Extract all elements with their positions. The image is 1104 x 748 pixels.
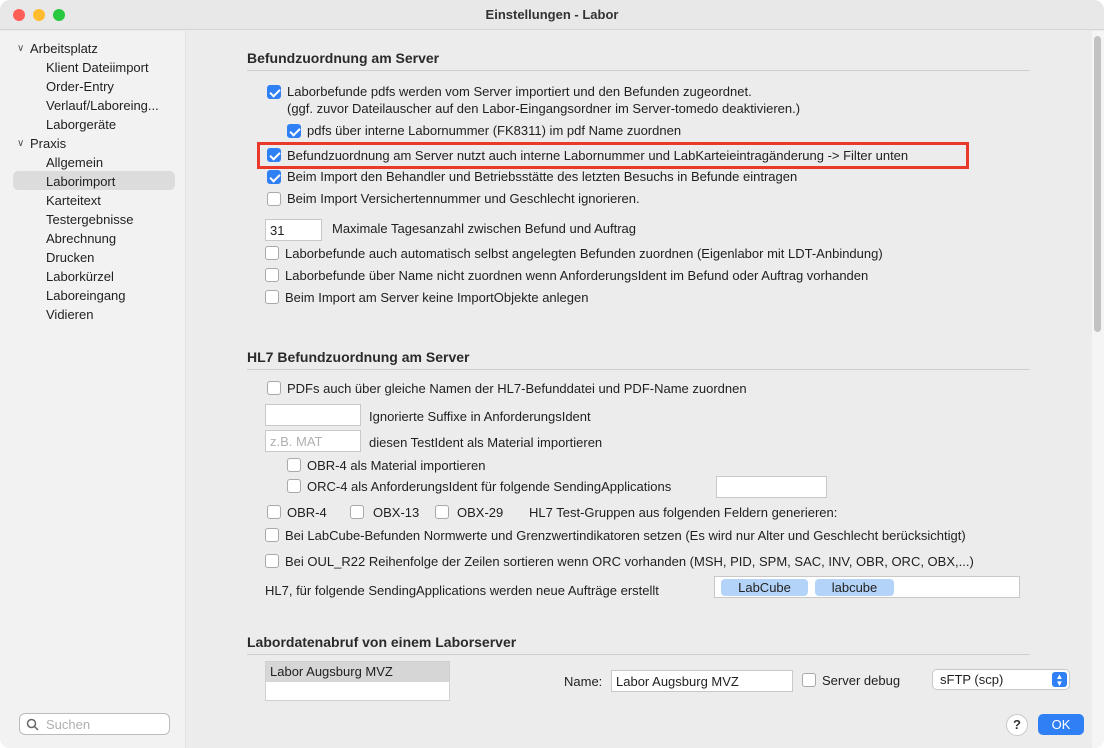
window-title: Einstellungen - Labor — [485, 7, 619, 22]
checkbox-eigenlabor[interactable] — [265, 246, 279, 260]
sidebar-item-abrechnung[interactable]: Abrechnung — [46, 231, 117, 246]
sidebar-item-laboreingang[interactable]: Laboreingang — [46, 288, 126, 303]
protocol-value: sFTP (scp) — [940, 672, 1004, 687]
section-title-labordatenabruf: Labordatenabruf von einem Laborserver — [247, 634, 517, 650]
list-item[interactable]: Labor Augsburg MVZ — [266, 662, 449, 682]
orc4-apps-input[interactable] — [716, 476, 827, 498]
label-orc4: ORC-4 als AnforderungsIdent für folgende SendingApplications — [307, 479, 672, 494]
label-pdf-import: Laborbefunde pdfs werden vom Server importiert und den Befunden zugeordnet. — [287, 84, 752, 99]
label-obx13: OBX-13 — [373, 505, 420, 520]
label-pdf-gleiche-namen: PDFs auch über gleiche Namen der HL7-Befunddatei und PDF-Name zuordnen — [287, 381, 747, 396]
checkbox-obx29[interactable] — [435, 505, 449, 519]
section-title-hl7: HL7 Befundzuordnung am Server — [247, 349, 470, 365]
search-placeholder: Suchen — [46, 717, 91, 732]
checkbox-pdf-gleiche-namen[interactable] — [267, 381, 281, 395]
label-server-debug: Server debug — [822, 673, 901, 688]
section-divider — [247, 654, 1030, 655]
checkbox-oul-r22[interactable] — [265, 554, 279, 568]
checkbox-obx13[interactable] — [350, 505, 364, 519]
label-interne-labornummer: Befundzuordnung am Server nutzt auch interne Labornummer und LabKarteieintragänderung -> Filter unten — [287, 148, 909, 163]
name-input[interactable]: Labor Augsburg MVZ — [611, 670, 793, 692]
checkbox-obr4[interactable] — [267, 505, 281, 519]
sidebar-item-testergebnisse[interactable]: Testergebnisse — [46, 212, 134, 227]
help-button[interactable]: ? — [1006, 714, 1028, 736]
label-name: Name: — [564, 674, 603, 689]
protocol-select[interactable] — [932, 669, 1070, 690]
label-obr4: OBR-4 — [287, 505, 327, 520]
section-divider — [247, 369, 1030, 370]
laborserver-list[interactable] — [265, 661, 450, 701]
checkbox-pdf-import[interactable] — [267, 85, 281, 99]
label-labcube: Bei LabCube-Befunden Normwerte und Grenzwertindikatoren setzen (Es wird nur Alter und Geschlecht berücksichtigt) — [285, 528, 966, 543]
chevron-down-icon[interactable]: ∨ — [17, 138, 25, 149]
search-field[interactable] — [19, 713, 170, 735]
sidebar-item-karteitext[interactable]: Karteitext — [46, 193, 101, 208]
sidebar-item-drucken[interactable]: Drucken — [46, 250, 95, 265]
checkbox-labcube[interactable] — [265, 528, 279, 542]
ok-button[interactable]: OK — [1038, 714, 1084, 735]
sidebar-item-allgemein[interactable]: Allgemein — [46, 155, 104, 170]
checkbox-name-nicht-zuordnen[interactable] — [265, 268, 279, 282]
sidebar-item-order-entry[interactable]: Order-Entry — [46, 79, 114, 94]
search-icon — [26, 718, 39, 731]
sidebar-item-laborimport[interactable]: Laborimport — [46, 174, 116, 189]
label-obx29: OBX-29 — [457, 505, 504, 520]
checkbox-keine-importobjekte[interactable] — [265, 290, 279, 304]
checkbox-obr4-material[interactable] — [287, 458, 301, 472]
checkbox-behandler[interactable] — [267, 170, 281, 184]
testident-placeholder: z.B. MAT — [270, 434, 323, 449]
testident-input[interactable] — [265, 430, 361, 452]
label-eigenlabor: Laborbefunde auch automatisch selbst angelegten Befunden zuordnen (Eigenlabor mit LDT-Anbindung) — [285, 246, 883, 261]
checkbox-pdf-labornummer[interactable] — [287, 124, 301, 138]
chevron-down-icon[interactable]: ∨ — [17, 43, 25, 54]
label-testident: diesen TestIdent als Material importieren — [369, 435, 603, 450]
sidebar-group-praxis[interactable]: Praxis — [30, 136, 67, 151]
title-bar — [0, 0, 1104, 30]
sidebar-item-laborkuerzel[interactable]: Laborkürzel — [46, 269, 114, 284]
label-name-nicht-zuordnen: Laborbefunde über Name nicht zuordnen wenn AnforderungsIdent im Befund oder Auftrag vorhanden — [285, 268, 869, 283]
label-suffix: Ignorierte Suffixe in AnforderungsIdent — [369, 409, 591, 424]
sidebar-item-laborgeraete[interactable]: Laborgeräte — [46, 117, 117, 132]
days-input[interactable]: 31 — [265, 219, 322, 241]
checkbox-versichertennummer[interactable] — [267, 192, 281, 206]
token-labcube-lower[interactable]: labcube — [815, 579, 894, 596]
label-test-gruppen: HL7 Test-Gruppen aus folgenden Feldern generieren: — [529, 505, 838, 520]
label-pdf-labornummer: pdfs über interne Labornummer (FK8311) im pdf Name zuordnen — [307, 123, 682, 138]
sidebar-group-arbeitsplatz[interactable]: Arbeitsplatz — [30, 41, 98, 56]
checkbox-orc4[interactable] — [287, 479, 301, 493]
label-versichertennummer: Beim Import Versichertennummer und Geschlecht ignorieren. — [287, 191, 640, 206]
chevron-updown-icon: ▲ ▼ — [1052, 672, 1067, 687]
label-obr4-material: OBR-4 als Material importieren — [307, 458, 486, 473]
label-keine-importobjekte: Beim Import am Server keine ImportObjekte anlegen — [285, 290, 589, 305]
sidebar — [0, 31, 186, 748]
label-behandler: Beim Import den Behandler und Betriebsstätte des letzten Besuchs in Befunde eintragen — [287, 169, 798, 184]
scrollbar-thumb[interactable] — [1094, 36, 1101, 332]
checkbox-interne-labornummer[interactable] — [267, 148, 281, 162]
label-sending-apps: HL7, für folgende SendingApplications werden neue Aufträge erstellt — [265, 583, 659, 598]
suffix-input[interactable] — [265, 404, 361, 426]
sidebar-item-verlauf[interactable]: Verlauf/Laboreing... — [46, 98, 159, 113]
label-days: Maximale Tagesanzahl zwischen Befund und Auftrag — [332, 221, 637, 236]
section-title-befundzuordnung: Befundzuordnung am Server — [247, 50, 440, 66]
section-divider — [247, 70, 1030, 71]
label-oul-r22: Bei OUL_R22 Reihenfolge der Zeilen sortieren wenn ORC vorhanden (MSH, PID, SPM, SAC, INV, OBR, ORC, OBX,...) — [285, 554, 974, 569]
sidebar-item-vidieren[interactable]: Vidieren — [46, 307, 94, 322]
label-pdf-import-note: (ggf. zuvor Dateilauscher auf den Labor-Eingangsordner im Server-tomedo deaktivieren.) — [287, 101, 801, 116]
checkbox-server-debug[interactable] — [802, 673, 816, 687]
sidebar-item-klient-dateiimport[interactable]: Klient Dateiimport — [46, 60, 149, 75]
token-labcube[interactable]: LabCube — [721, 579, 808, 596]
